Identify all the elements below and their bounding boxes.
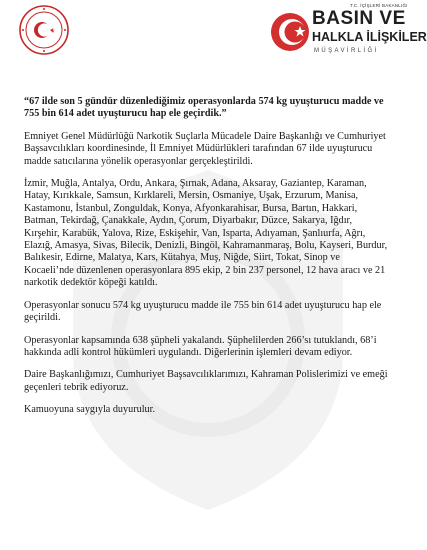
paragraph-closing: Kamuoyuna saygıyla duyurulur. [24,404,155,416]
logo-ministry-caption: T.C. İÇİŞLERİ BAKANLIĞI [350,3,408,8]
paragraph-provinces: İzmir, Muğla, Antalya, Ordu, Ankara, Şırnak, Adana, Aksaray, Gaziantep, Karaman, Hatay, Kırıkkale, Samsun, Kırklareli, Mersin, Osmaniye, Uşak, Erzurum, Manisa, Kastamonu, İstanbul, Zonguldak, Konya, Afyonkarahisar, Bursa, Bartın, Hakkari, Batman, Tekirdağ, Çanakkale, Aydın, Çorum, Diyarbakır, Düzce, Sakarya, Iğdır, Kırşehir, Karabük, Yalova, Rize, Eskişehir, Van, Isparta, Adıyaman, Şanlıurfa, Ağrı, Elazığ, Amasya, Sivas, Bilecik, Denizli, Bingöl, Kahramanmaraş, Bolu, Kayseri, Burdur, Balıkesir, Edirne, Malatya, Kars, Kütahya, Muş, Niğde, Siirt, Tokat, Sinop ve Kocaeli’nde düzenlenen operasyonlara 895 ekip, 2 bin 237 personel, 12 hava aracı ve 21 narkotik dedektör köpeği katıldı. [24,178,388,289]
paragraph-seizures: Operasyonlar sonucu 574 kg uyuşturucu madde ile 755 bin 614 adet uyuşturucu hap ele geçirildi. [24,299,382,324]
press-office-logo [270,2,427,60]
logo-line-3: MÜŞAVİRLİĞİ [314,48,379,54]
press-release-body [24,96,390,427]
logo-line-1: BASIN VE [312,8,406,29]
ministry-seal-icon [18,4,70,56]
crescent-star-logo-icon [270,10,310,54]
paragraph-congratulations: Daire Başkanlığımızı, Cumhuriyet Başsavcılıklarımızı, Kahraman Polislerimizi ve emeği geçenleri tebrik ediyoruz. [24,369,388,393]
paragraph-intro: Emniyet Genel Müdürlüğü Narkotik Suçlarla Mücadele Daire Başkanlığı ve Cumhuriyet Başsavcılıkları koordinesinde, İl Emniyet Müdürlükleri tarafından 67 ilde uyuşturucu madde satıcılarına yönelik operasyonlar gerçekleştirildi. [24,130,386,167]
logo-line-2: HALKLA İLİŞKİLER [312,30,427,44]
paragraph-arrests: Operasyonlar kapsamında 638 şüpheli yakalandı. Şüphelilerden 266’sı tutuklandı, 68’i hakkında adli kontrol hükümleri uygulandı. Diğerlerinin işlemleri devam ediyor. [24,334,377,358]
letterhead [0,0,427,70]
press-release-title: “67 ilde son 5 gündür düzenlediğimiz operasyonlarda 574 kg uyuşturucu madde ve 755 bin 614 adet uyuşturucu hap ele geçirdik.” [24,96,384,120]
